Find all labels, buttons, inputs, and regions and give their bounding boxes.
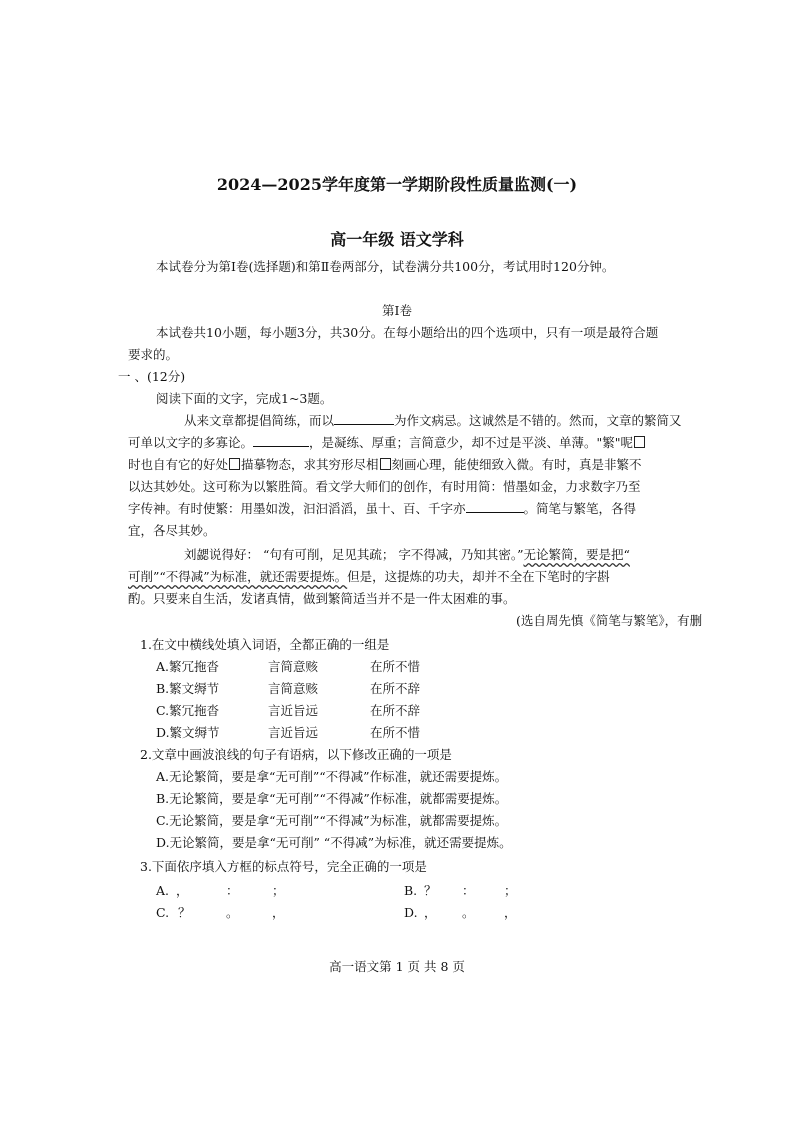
passage-text: 刻画心理，能使细致入微。有时，真是非繁不 (391, 457, 642, 472)
passage-text: 但是，这提炼的功夫，却并不全在下笔时的字斟 (347, 569, 610, 584)
part1-desc-line1: 本试卷共10小题，每小题3分，共30分。在每小题给出的四个选项中，只有一项是最符合题 (156, 325, 659, 340)
punctuation-box-1 (634, 436, 645, 448)
q1-option-c-word2: 言近旨远 (268, 703, 319, 718)
passage-text: 字传神。有时使繁：用墨如泼，汩汩滔滔，虽十、百、千字亦 (128, 501, 466, 516)
passage-text: 为作文病忌。这诚然是不错的。然而，文章的繁简又 (394, 413, 682, 428)
fill-blank-2 (253, 434, 309, 447)
q1-option-a-word3: 在所不惜 (370, 659, 421, 674)
wavy-sentence-part2: 可削”“不得减”为标准，就还需要提炼。 (128, 569, 348, 584)
passage-line-1 (184, 412, 682, 430)
passage-line-4: 以达其妙处。这可称为以繁胜简。看文学大师们的创作，有时用简：惜墨如金，力求数字乃至 (128, 479, 641, 494)
punctuation-box-3 (380, 458, 391, 470)
passage-line-2 (128, 434, 646, 452)
q3-option-b-mark2: ： (462, 883, 475, 898)
fill-blank-1 (334, 412, 394, 425)
page-footer: 高一语文第 1 页 共 8 页 (329, 959, 465, 974)
q3-option-c[interactable]: C. (156, 905, 170, 920)
passage-line-8 (128, 568, 610, 586)
exam-title: 2024—2025学年度第一学期阶段性质量监测(一) (216, 175, 578, 194)
q1-option-d[interactable]: D.繁文缛节 (156, 725, 220, 740)
q3-stem: 3.下面依序填入方框的标点符号，完全正确的一项是 (140, 859, 427, 874)
q1-option-a-word2: 言简意赅 (268, 659, 319, 674)
passage-line-9: 酌。只要来自生活，发诸真情，做到繁简适当并不是一件太困难的事。 (128, 591, 516, 606)
passage-source: (选自周先慎《简笔与繁笔》，有删 (516, 613, 703, 628)
q2-option-c[interactable]: C.无论繁简，要是拿“无可削”“不得减”为标准，就都需要提炼。 (156, 813, 508, 828)
passage-text: 刘勰说得好： “句有可削，足见其疏； 字不得减，乃知其密。” (184, 547, 524, 562)
fill-blank-3 (466, 500, 524, 513)
q1-option-b-word2: 言简意赅 (268, 681, 319, 696)
q1-stem: 1.在文中横线处填入词语，全都正确的一组是 (140, 637, 390, 652)
q3-option-c-mark2: 。 (226, 905, 239, 920)
q3-option-a-mark1: ， (176, 883, 189, 898)
q3-option-b-mark3: ； (504, 883, 517, 898)
passage-text: ，是凝练、厚重；言简意少，却不过是平淡、单薄。"繁"呢 (309, 435, 634, 450)
passage-text: 从来文章都提倡简练，而以 (184, 413, 335, 428)
section1-instruction: 阅读下面的文字，完成1~3题。 (156, 391, 333, 406)
passage-line-7 (184, 546, 630, 564)
q2-option-d[interactable]: D.无论繁简，要是拿“无可削” “不得减”为标准，就还需要提炼。 (156, 835, 512, 850)
q3-option-c-mark3: ， (272, 905, 285, 920)
q3-option-b[interactable]: B. (404, 883, 418, 898)
passage-text: 可单以文字的多寡论。 (128, 435, 254, 450)
passage-line-6: 宜，各尽其妙。 (128, 523, 216, 538)
q3-option-d-mark3: ， (504, 905, 517, 920)
punctuation-box-2 (229, 458, 240, 470)
q1-option-d-word3: 在所不惜 (370, 725, 421, 740)
exam-intro: 本试卷分为第Ⅰ卷(选择题)和第Ⅱ卷两部分，试卷满分共100分，考试用时120分钟。 (156, 259, 615, 274)
passage-text: 。简笔与繁笔，各得 (523, 501, 637, 516)
passage-text: 描摹物态，求其穷形尽相 (241, 457, 379, 472)
q3-option-a-mark2: ： (226, 883, 239, 898)
q2-option-a[interactable]: A.无论繁简，要是拿“无可削”“不得减”作标准，就还需要提炼。 (156, 769, 508, 784)
q3-option-d-mark1: ， (424, 905, 437, 920)
q1-option-a[interactable]: A.繁冗拖沓 (156, 659, 220, 674)
exam-subtitle: 高一年级 语文学科 (330, 230, 464, 249)
q3-option-a-mark3: ； (272, 883, 285, 898)
q3-option-d-mark2: 。 (462, 905, 475, 920)
q3-option-c-mark1: ？ (178, 905, 191, 920)
part1-heading: 第Ⅰ卷 (382, 303, 412, 318)
wavy-sentence-part1: 无论繁简，要是把“ (523, 547, 630, 562)
passage-line-3 (128, 456, 642, 474)
q3-option-d[interactable]: D. (404, 905, 418, 920)
passage-line-5 (128, 500, 636, 518)
q1-option-c[interactable]: C.繁冗拖沓 (156, 703, 220, 718)
q3-option-b-mark1: ？ (424, 883, 437, 898)
q1-option-b[interactable]: B.繁文缛节 (156, 681, 220, 696)
part1-desc-line2: 要求的。 (128, 347, 179, 362)
passage-text: 时也自有它的好处 (128, 457, 229, 472)
q2-stem: 2.文章中画波浪线的句子有语病，以下修改正确的一项是 (140, 747, 452, 762)
section1-label: 一 、(12分) (118, 369, 186, 384)
q2-option-b[interactable]: B.无论繁简，要是拿“无可削”“不得减”作标准，就都需要提炼。 (156, 791, 508, 806)
q3-option-a[interactable]: A. (156, 883, 170, 898)
q1-option-d-word2: 言近旨远 (268, 725, 319, 740)
q1-option-b-word3: 在所不辞 (370, 681, 421, 696)
q1-option-c-word3: 在所不辞 (370, 703, 421, 718)
